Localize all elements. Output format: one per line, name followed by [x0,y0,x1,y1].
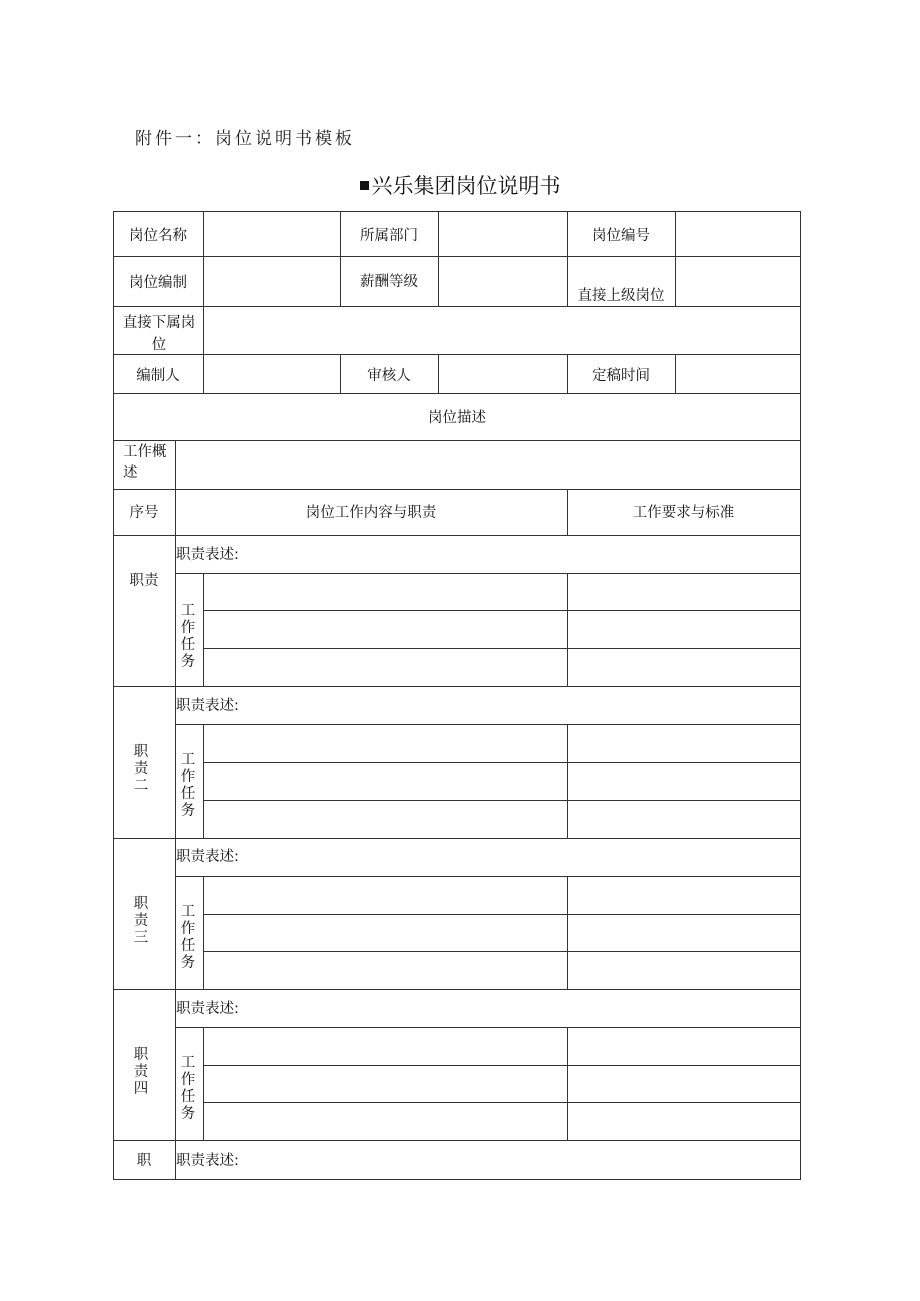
standard-column-header: 工作要求与标准 [632,505,735,521]
work-task-label: 工作任务 [180,752,196,819]
rule [203,876,204,989]
rule [203,724,204,838]
seq-column-header: 序号 [129,505,159,521]
rule [675,211,676,306]
rule [113,393,801,394]
duty-statement-label: 职责表述: [176,1001,239,1017]
content-column-header: 岗位工作内容与职责 [305,505,437,521]
rule [175,724,801,725]
rule [113,1179,801,1180]
rule [203,354,204,393]
rule [438,211,439,306]
rule [203,762,801,763]
rule [175,1027,801,1028]
rule [203,1027,204,1140]
rule [203,573,204,686]
department-label: 所属部门 [360,228,418,244]
prepared-by-label: 编制人 [136,368,180,384]
rule [113,211,801,212]
rule [675,354,676,393]
reviewer-label: 审核人 [367,368,411,384]
rule [113,306,801,307]
direct-superior-label: 直接上级岗位 [577,288,665,304]
post-number-label: 岗位编号 [592,228,650,244]
rule [113,686,801,687]
rule [203,951,801,952]
rule [175,876,801,877]
duty-statement-label: 职责表述: [176,698,239,714]
duty-label: 职责 [129,573,159,589]
attachment-label: 附件一：岗位说明书模板 [135,129,355,149]
rule [800,211,801,1180]
direct-subordinate-label: 直接下属岗位 [122,315,196,353]
duty-label: 职 [136,1153,152,1169]
post-quota-label: 岗位编制 [129,275,187,291]
rule [113,838,801,839]
rule [203,914,801,915]
rule [113,535,801,536]
rule [175,573,801,574]
rule [567,724,568,838]
rule [438,354,439,393]
work-task-label: 工作任务 [180,1055,196,1122]
post-description-heading: 岗位描述 [428,410,486,426]
rule [567,876,568,989]
rule [113,440,801,441]
rule [113,211,114,1180]
rule [113,989,801,990]
rule [203,211,204,306]
work-overview-label: 工作概述 [123,444,167,481]
rule [113,1140,801,1141]
duty-statement-label: 职责表述: [176,1153,239,1169]
work-task-label: 工作任务 [180,904,196,971]
rule [203,800,801,801]
rule [203,610,801,611]
page-title-text: 兴乐集团岗位说明书 [371,174,561,198]
rule [113,256,801,257]
duty-label: 职责二 [133,744,149,794]
rule [113,489,801,490]
duty-label: 职责四 [133,1047,149,1097]
duty-statement-label: 职责表述: [176,547,239,563]
rule [203,1102,801,1103]
rule [567,573,568,686]
rule [203,306,204,354]
rule [203,648,801,649]
duty-statement-label: 职责表述: [176,849,239,865]
duty-label: 职责三 [133,896,149,946]
finalized-time-label: 定稿时间 [592,368,650,384]
salary-grade-label: 薪酬等级 [360,274,418,290]
rule [113,354,801,355]
work-task-label: 工作任务 [180,603,196,670]
rule [567,1027,568,1140]
post-name-label: 岗位名称 [129,228,187,244]
rule [203,1065,801,1066]
